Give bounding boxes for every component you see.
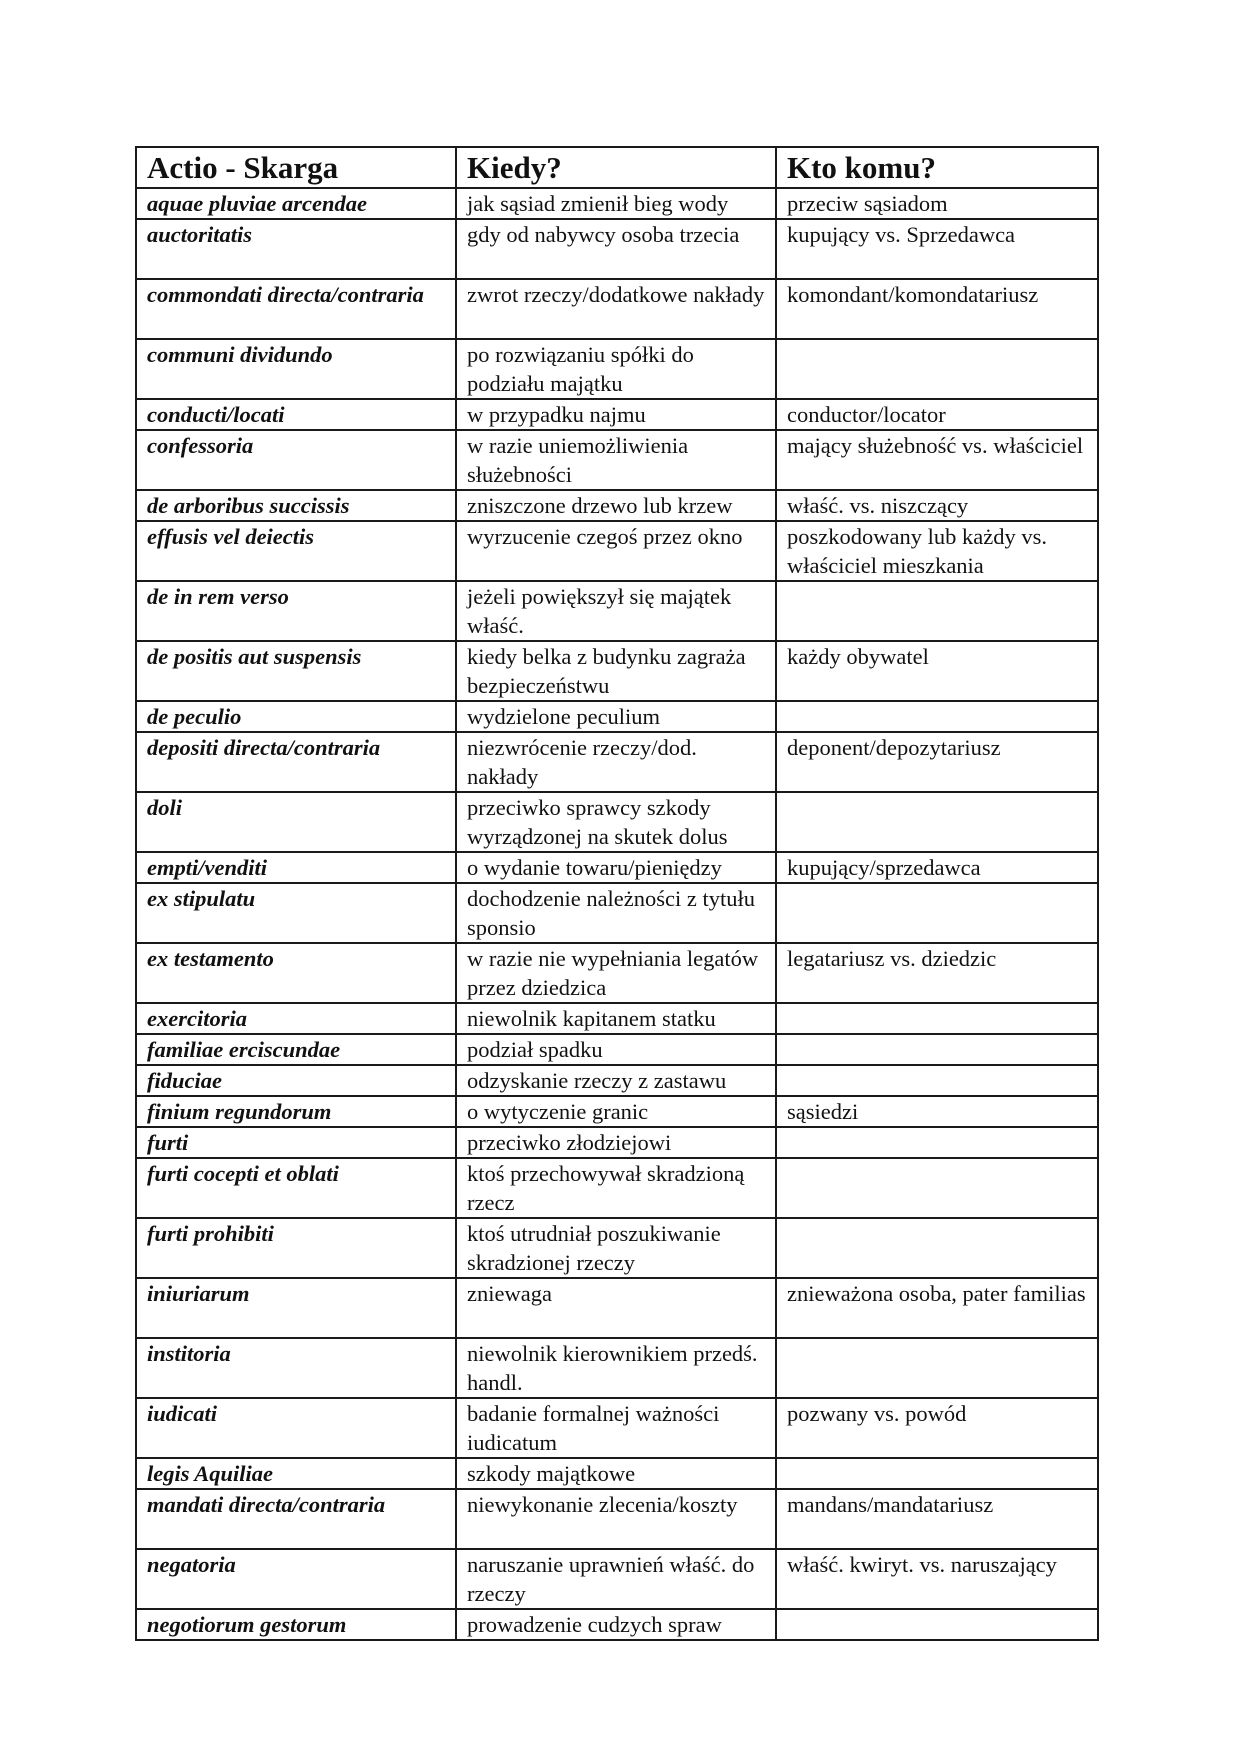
kto-cell: kupujący/sprzedawca [776, 852, 1098, 883]
kiedy-cell: o wydanie towaru/pieniędzy [456, 852, 776, 883]
kto-cell [776, 701, 1098, 732]
kto-cell: znieważona osoba, pater familias [776, 1278, 1098, 1338]
actio-cell: negotiorum gestorum [136, 1609, 456, 1640]
kiedy-cell: w razie uniemożliwienia służebności [456, 430, 776, 490]
table-row [136, 701, 1098, 732]
actio-cell: finium regundorum [136, 1096, 456, 1127]
kiedy-cell: ktoś utrudniał poszukiwanie skradzionej rzeczy [456, 1218, 776, 1278]
actio-cell: effusis vel deiectis [136, 521, 456, 581]
kiedy-cell: dochodzenie należności z tytułu sponsio [456, 883, 776, 943]
actio-cell: doli [136, 792, 456, 852]
table-row [136, 1338, 1098, 1398]
kiedy-cell: prowadzenie cudzych spraw [456, 1609, 776, 1640]
actio-cell: exercitoria [136, 1003, 456, 1034]
table-row [136, 1127, 1098, 1158]
kto-cell: właść. vs. niszczący [776, 490, 1098, 521]
table-row [136, 490, 1098, 521]
kto-cell [776, 1158, 1098, 1218]
kto-cell: mający służebność vs. właściciel [776, 430, 1098, 490]
actio-cell: institoria [136, 1338, 456, 1398]
table-row [136, 430, 1098, 490]
kiedy-cell: w razie nie wypełniania legatów przez dziedzica [456, 943, 776, 1003]
kto-cell [776, 1338, 1098, 1398]
kto-cell: poszkodowany lub każdy vs. właściciel mieszkania [776, 521, 1098, 581]
header-kiedy: Kiedy? [456, 147, 776, 188]
kto-cell [776, 1127, 1098, 1158]
actio-cell: de positis aut suspensis [136, 641, 456, 701]
table-row [136, 1458, 1098, 1489]
table-row [136, 792, 1098, 852]
kto-cell: legatariusz vs. dziedzic [776, 943, 1098, 1003]
table-header-row [136, 147, 1098, 188]
actio-cell: familiae erciscundae [136, 1034, 456, 1065]
kto-cell: przeciw sąsiadom [776, 188, 1098, 219]
actio-cell: furti [136, 1127, 456, 1158]
table-row [136, 1065, 1098, 1096]
table-row [136, 1003, 1098, 1034]
kiedy-cell: przeciwko sprawcy szkody wyrządzonej na skutek dolus [456, 792, 776, 852]
kiedy-cell: przeciwko złodziejowi [456, 1127, 776, 1158]
kiedy-cell: zniewaga [456, 1278, 776, 1338]
kto-cell: mandans/mandatariusz [776, 1489, 1098, 1549]
table-row [136, 219, 1098, 279]
kiedy-cell: niezwrócenie rzeczy/dod. nakłady [456, 732, 776, 792]
kto-cell [776, 883, 1098, 943]
kto-cell [776, 339, 1098, 399]
actio-cell: negatoria [136, 1549, 456, 1609]
kto-cell [776, 581, 1098, 641]
table-row [136, 1034, 1098, 1065]
kto-cell [776, 792, 1098, 852]
kto-cell: kupujący vs. Sprzedawca [776, 219, 1098, 279]
actio-cell: commondati directa/contraria [136, 279, 456, 339]
kiedy-cell: wyrzucenie czegoś przez okno [456, 521, 776, 581]
table-row [136, 1609, 1098, 1640]
table-row [136, 1096, 1098, 1127]
table-row [136, 1158, 1098, 1218]
kiedy-cell: jak sąsiad zmienił bieg wody [456, 188, 776, 219]
actio-cell: legis Aquiliae [136, 1458, 456, 1489]
actio-cell: de arboribus succissis [136, 490, 456, 521]
kiedy-cell: wydzielone peculium [456, 701, 776, 732]
actio-cell: auctoritatis [136, 219, 456, 279]
table-row [136, 1549, 1098, 1609]
actions-table [135, 146, 1099, 1641]
kto-cell [776, 1458, 1098, 1489]
kiedy-cell: niewolnik kierownikiem przedś. handl. [456, 1338, 776, 1398]
kto-cell [776, 1003, 1098, 1034]
table-row [136, 943, 1098, 1003]
kiedy-cell: jeżeli powiększył się majątek właść. [456, 581, 776, 641]
kiedy-cell: niewykonanie zlecenia/koszty [456, 1489, 776, 1549]
actio-cell: ex testamento [136, 943, 456, 1003]
kto-cell: każdy obywatel [776, 641, 1098, 701]
table-row [136, 521, 1098, 581]
kto-cell: deponent/depozytariusz [776, 732, 1098, 792]
table-row [136, 641, 1098, 701]
actio-cell: empti/venditi [136, 852, 456, 883]
actio-cell: mandati directa/contraria [136, 1489, 456, 1549]
kiedy-cell: odzyskanie rzeczy z zastawu [456, 1065, 776, 1096]
table-row [136, 188, 1098, 219]
table-row [136, 581, 1098, 641]
actio-cell: furti prohibiti [136, 1218, 456, 1278]
kiedy-cell: szkody majątkowe [456, 1458, 776, 1489]
table-row [136, 1278, 1098, 1338]
actio-cell: confessoria [136, 430, 456, 490]
kto-cell [776, 1065, 1098, 1096]
actio-cell: aquae pluviae arcendae [136, 188, 456, 219]
kto-cell [776, 1609, 1098, 1640]
kto-cell: sąsiedzi [776, 1096, 1098, 1127]
table-row [136, 1218, 1098, 1278]
kiedy-cell: zniszczone drzewo lub krzew [456, 490, 776, 521]
table-row [136, 339, 1098, 399]
actio-cell: de peculio [136, 701, 456, 732]
actio-cell: fiduciae [136, 1065, 456, 1096]
header-actio: Actio - Skarga [136, 147, 456, 188]
table-row [136, 852, 1098, 883]
header-kto-komu: Kto komu? [776, 147, 1098, 188]
kiedy-cell: podział spadku [456, 1034, 776, 1065]
kto-cell [776, 1034, 1098, 1065]
actio-cell: communi dividundo [136, 339, 456, 399]
actio-cell: iniuriarum [136, 1278, 456, 1338]
actio-cell: conducti/locati [136, 399, 456, 430]
kiedy-cell: w przypadku najmu [456, 399, 776, 430]
kiedy-cell: po rozwiązaniu spółki do podziału majątku [456, 339, 776, 399]
kiedy-cell: zwrot rzeczy/dodatkowe nakłady [456, 279, 776, 339]
table-row [136, 279, 1098, 339]
table-row [136, 883, 1098, 943]
kiedy-cell: ktoś przechowywał skradzioną rzecz [456, 1158, 776, 1218]
table-row [136, 1398, 1098, 1458]
actio-cell: de in rem verso [136, 581, 456, 641]
kto-cell: pozwany vs. powód [776, 1398, 1098, 1458]
actio-cell: depositi directa/contraria [136, 732, 456, 792]
actio-cell: iudicati [136, 1398, 456, 1458]
kto-cell: właść. kwiryt. vs. naruszający [776, 1549, 1098, 1609]
kiedy-cell: badanie formalnej ważności iudicatum [456, 1398, 776, 1458]
table-row [136, 732, 1098, 792]
kto-cell: conductor/locator [776, 399, 1098, 430]
kiedy-cell: o wytyczenie granic [456, 1096, 776, 1127]
kiedy-cell: naruszanie uprawnień właść. do rzeczy [456, 1549, 776, 1609]
kiedy-cell: gdy od nabywcy osoba trzecia [456, 219, 776, 279]
table-row [136, 1489, 1098, 1549]
kiedy-cell: niewolnik kapitanem statku [456, 1003, 776, 1034]
actio-cell: furti cocepti et oblati [136, 1158, 456, 1218]
actio-cell: ex stipulatu [136, 883, 456, 943]
table-row [136, 399, 1098, 430]
kto-cell [776, 1218, 1098, 1278]
kto-cell: komondant/komondatariusz [776, 279, 1098, 339]
kiedy-cell: kiedy belka z budynku zagraża bezpieczeństwu [456, 641, 776, 701]
